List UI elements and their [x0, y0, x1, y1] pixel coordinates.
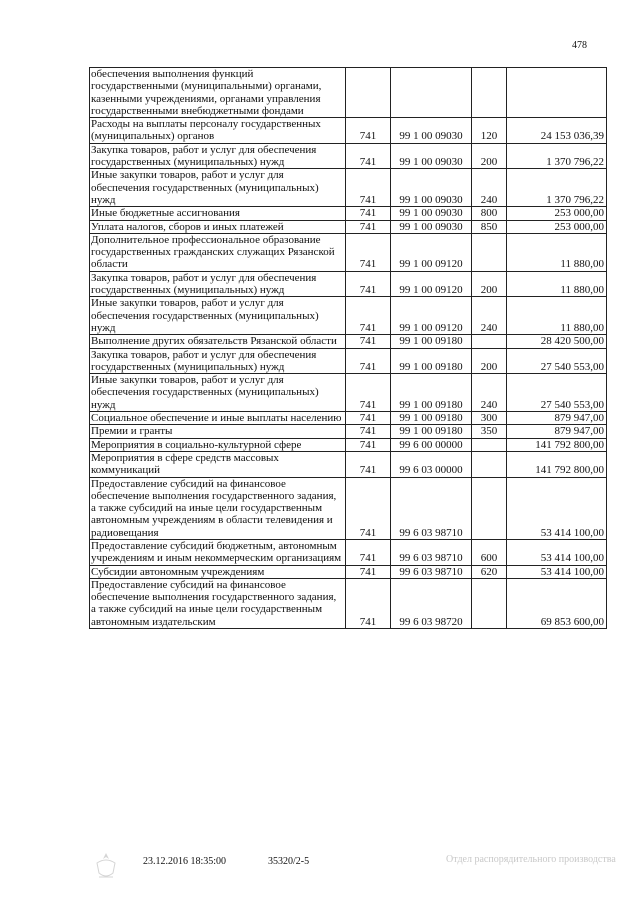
row-ministry-cell: 741 [346, 220, 391, 233]
row-ministry-cell: 741 [346, 425, 391, 438]
row-amount-cell: 879 947,00 [507, 412, 607, 425]
row-name-cell: Предоставление субсидий бюджетным, автономным учреждениям и иным некоммерческим организациям [90, 539, 346, 565]
row-amount-cell: 11 880,00 [507, 233, 607, 271]
table-row [90, 477, 607, 539]
row-name-cell: обеспечения выполнения функций государственными (муниципальными) органами, казенными учреждениями, органами управления государственными внебюджетными фондами [90, 68, 346, 118]
row-ministry-cell: 741 [346, 578, 391, 628]
row-code-cell: 99 6 00 00000 [391, 438, 472, 451]
row-ministry-cell: 741 [346, 438, 391, 451]
row-code-cell: 99 1 00 09120 [391, 233, 472, 271]
row-amount-cell: 1 370 796,22 [507, 169, 607, 207]
row-name-cell: Предоставление субсидий на финансовое обеспечение выполнения государственного задания, а также субсидий на иные цели государственным автономным учреждениям в области телевидения и радиовещания [90, 477, 346, 539]
row-amount-cell: 141 792 800,00 [507, 451, 607, 477]
table-row [90, 374, 607, 412]
row-code-cell: 99 6 03 00000 [391, 451, 472, 477]
row-code-cell: 99 1 00 09180 [391, 412, 472, 425]
table-row [90, 438, 607, 451]
row-name-cell: Иные бюджетные ассигнования [90, 207, 346, 220]
row-code-cell: 99 1 00 09030 [391, 207, 472, 220]
row-type-cell: 200 [472, 143, 507, 169]
row-amount-cell: 24 153 036,39 [507, 118, 607, 144]
row-ministry-cell: 741 [346, 118, 391, 144]
row-ministry-cell: 741 [346, 348, 391, 374]
table-row [90, 297, 607, 335]
row-amount-cell: 53 414 100,00 [507, 477, 607, 539]
row-ministry-cell: 741 [346, 451, 391, 477]
row-name-cell: Социальное обеспечение и иные выплаты населению [90, 412, 346, 425]
row-amount-cell: 27 540 553,00 [507, 348, 607, 374]
row-type-cell: 350 [472, 425, 507, 438]
table-row [90, 335, 607, 348]
row-code-cell: 99 1 00 09180 [391, 374, 472, 412]
table-row [90, 578, 607, 628]
row-code-cell: 99 6 03 98710 [391, 477, 472, 539]
row-amount-cell [507, 68, 607, 118]
row-name-cell: Дополнительное профессиональное образование государственных гражданских служащих Рязанской области [90, 233, 346, 271]
row-name-cell: Расходы на выплаты персоналу государственных (муниципальных) органов [90, 118, 346, 144]
row-amount-cell: 28 420 500,00 [507, 335, 607, 348]
row-type-cell: 200 [472, 348, 507, 374]
table-row [90, 118, 607, 144]
row-code-cell: 99 1 00 09030 [391, 220, 472, 233]
row-type-cell: 120 [472, 118, 507, 144]
row-amount-cell: 253 000,00 [507, 220, 607, 233]
row-ministry-cell: 741 [346, 233, 391, 271]
row-name-cell: Иные закупки товаров, работ и услуг для обеспечения государственных (муниципальных) нужд [90, 169, 346, 207]
row-type-cell: 240 [472, 297, 507, 335]
table-row [90, 271, 607, 297]
row-type-cell [472, 477, 507, 539]
table-row [90, 412, 607, 425]
row-type-cell: 240 [472, 374, 507, 412]
row-code-cell [391, 68, 472, 118]
row-ministry-cell: 741 [346, 335, 391, 348]
budget-table [89, 67, 607, 629]
row-ministry-cell: 741 [346, 169, 391, 207]
row-code-cell: 99 1 00 09180 [391, 425, 472, 438]
row-type-cell [472, 233, 507, 271]
row-code-cell: 99 1 00 09180 [391, 348, 472, 374]
row-code-cell: 99 6 03 98710 [391, 565, 472, 578]
table-row [90, 233, 607, 271]
row-type-cell [472, 578, 507, 628]
row-name-cell: Мероприятия в социально-культурной сфере [90, 438, 346, 451]
row-amount-cell: 879 947,00 [507, 425, 607, 438]
row-name-cell: Закупка товаров, работ и услуг для обеспечения государственных (муниципальных) нужд [90, 271, 346, 297]
table-row [90, 143, 607, 169]
row-name-cell: Иные закупки товаров, работ и услуг для обеспечения государственных (муниципальных) нужд [90, 297, 346, 335]
registry-stamp: Отдел распорядительного производства [446, 854, 616, 865]
footer-timestamp: 23.12.2016 18:35:00 [143, 856, 227, 867]
table-row [90, 425, 607, 438]
row-type-cell [472, 451, 507, 477]
table-row [90, 539, 607, 565]
row-name-cell: Уплата налогов, сборов и иных платежей [90, 220, 346, 233]
row-code-cell: 99 1 00 09120 [391, 297, 472, 335]
row-code-cell: 99 6 03 98710 [391, 539, 472, 565]
row-type-cell [472, 335, 507, 348]
row-name-cell: Закупка товаров, работ и услуг для обеспечения государственных (муниципальных) нужд [90, 348, 346, 374]
row-type-cell: 850 [472, 220, 507, 233]
row-type-cell [472, 68, 507, 118]
row-amount-cell: 27 540 553,00 [507, 374, 607, 412]
row-code-cell: 99 1 00 09030 [391, 143, 472, 169]
row-amount-cell: 253 000,00 [507, 207, 607, 220]
row-code-cell: 99 1 00 09120 [391, 271, 472, 297]
table-row [90, 220, 607, 233]
row-type-cell: 300 [472, 412, 507, 425]
row-type-cell: 200 [472, 271, 507, 297]
row-amount-cell: 141 792 800,00 [507, 438, 607, 451]
row-name-cell: Мероприятия в сфере средств массовых коммуникаций [90, 451, 346, 477]
table-row [90, 565, 607, 578]
row-amount-cell: 53 414 100,00 [507, 539, 607, 565]
row-code-cell: 99 1 00 09030 [391, 169, 472, 207]
row-type-cell: 800 [472, 207, 507, 220]
table-row [90, 207, 607, 220]
emblem-stamp-icon [93, 851, 119, 881]
row-ministry-cell [346, 68, 391, 118]
row-name-cell: Премии и гранты [90, 425, 346, 438]
row-type-cell: 600 [472, 539, 507, 565]
row-ministry-cell: 741 [346, 565, 391, 578]
row-ministry-cell: 741 [346, 477, 391, 539]
row-amount-cell: 1 370 796,22 [507, 143, 607, 169]
row-amount-cell: 53 414 100,00 [507, 565, 607, 578]
row-name-cell: Выполнение других обязательств Рязанской области [90, 335, 346, 348]
row-ministry-cell: 741 [346, 297, 391, 335]
row-name-cell: Субсидии автономным учреждениям [90, 565, 346, 578]
page-number: 478 [572, 40, 587, 51]
row-ministry-cell: 741 [346, 271, 391, 297]
table-row [90, 68, 607, 118]
row-code-cell: 99 6 03 98720 [391, 578, 472, 628]
footer-doc-id: 35320/2-5 [268, 856, 310, 867]
row-ministry-cell: 741 [346, 539, 391, 565]
row-type-cell [472, 438, 507, 451]
row-ministry-cell: 741 [346, 412, 391, 425]
row-amount-cell: 11 880,00 [507, 271, 607, 297]
row-amount-cell: 11 880,00 [507, 297, 607, 335]
row-ministry-cell: 741 [346, 374, 391, 412]
row-type-cell: 620 [472, 565, 507, 578]
table-row [90, 451, 607, 477]
row-ministry-cell: 741 [346, 207, 391, 220]
row-type-cell: 240 [472, 169, 507, 207]
row-code-cell: 99 1 00 09180 [391, 335, 472, 348]
table-row [90, 348, 607, 374]
row-ministry-cell: 741 [346, 143, 391, 169]
row-code-cell: 99 1 00 09030 [391, 118, 472, 144]
table-row [90, 169, 607, 207]
row-amount-cell: 69 853 600,00 [507, 578, 607, 628]
row-name-cell: Иные закупки товаров, работ и услуг для обеспечения государственных (муниципальных) нужд [90, 374, 346, 412]
row-name-cell: Закупка товаров, работ и услуг для обеспечения государственных (муниципальных) нужд [90, 143, 346, 169]
row-name-cell: Предоставление субсидий на финансовое обеспечение выполнения государственного задания, а также субсидий на иные цели государственным автономным издательским [90, 578, 346, 628]
